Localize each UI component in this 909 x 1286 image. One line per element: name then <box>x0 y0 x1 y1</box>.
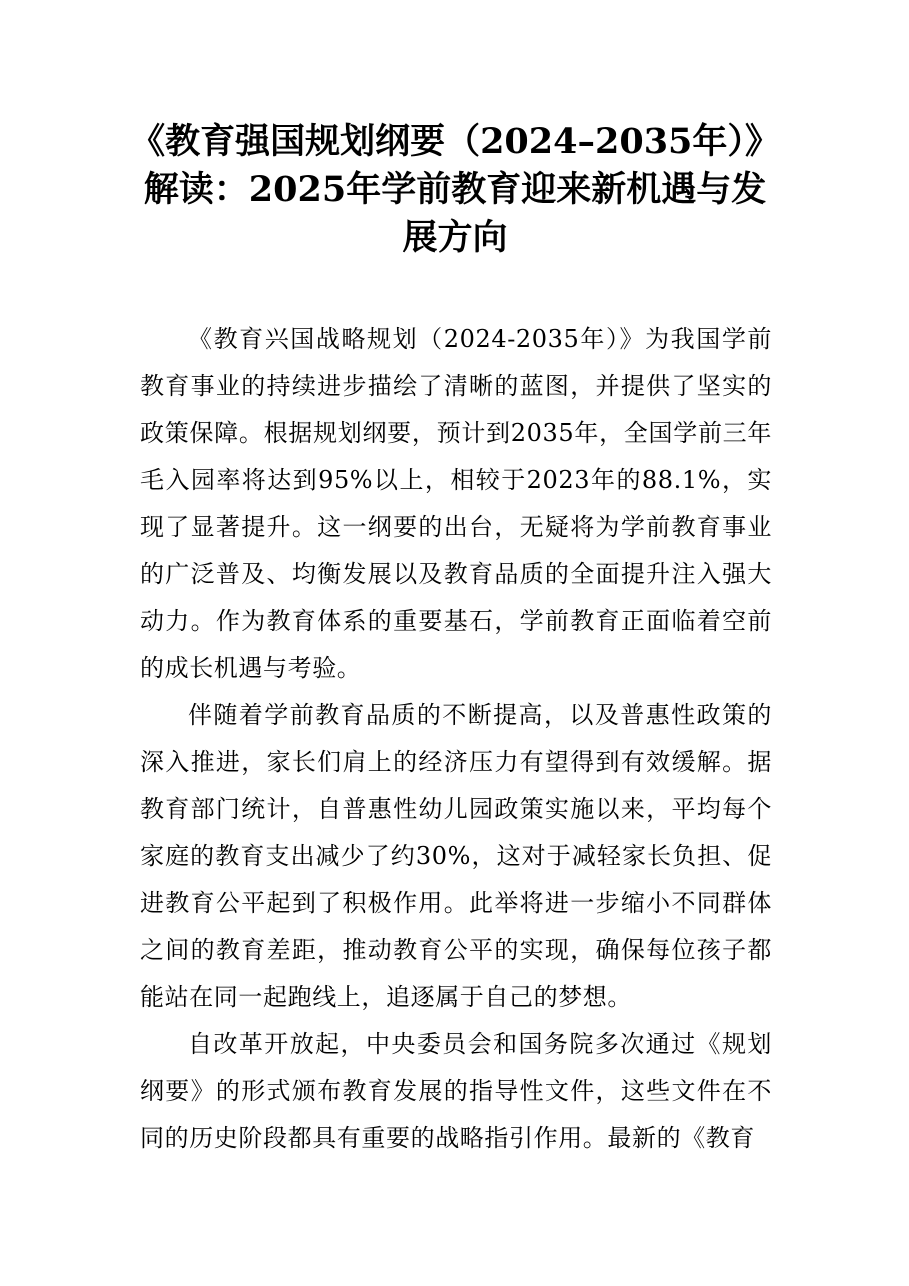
paragraph: 伴随着学前教育品质的不断提高，以及普惠性政策的深入推进，家长们肩上的经济压力有望得到有效缓解。据教育部门统计，自普惠性幼儿园政策实施以来，平均每个家庭的教育支出减少了约30%，这对于减轻家长负担、促进教育公平起到了积极作用。此举将进一步缩小不同群体之间的教育差距，推动教育公平的实现，确保每位孩子都能站在同一起跑线上，追逐属于自己的梦想。 <box>140 701 772 1011</box>
paragraph: 《教育兴国战略规划（2024-2035年）》为我国学前教育事业的持续进步描绘了清晰的蓝图，并提供了坚实的政策保障。根据规划纲要，预计到2035年，全国学前三年毛入园率将达到95%以上，相较于2023年的88.1%，实现了显著提升。这一纲要的出台，无疑将为学前教育事业的广泛普及、均衡发展以及教育品质的全面提升注入强大动力。作为教育体系的重要基石，学前教育正面临着空前的成长机遇与考验。 <box>140 325 772 682</box>
document-body <box>140 316 772 1162</box>
paragraph: 自改革开放起，中央委员会和国务院多次通过《规划纲要》的形式颁布教育发展的指导性文件，这些文件在不同的历史阶段都具有重要的战略指引作用。最新的《教育 <box>140 1030 772 1152</box>
document-title: 《教育强国规划纲要（2024–2035年）》解读：2025年学前教育迎来新机遇与发展方向 <box>130 121 780 258</box>
